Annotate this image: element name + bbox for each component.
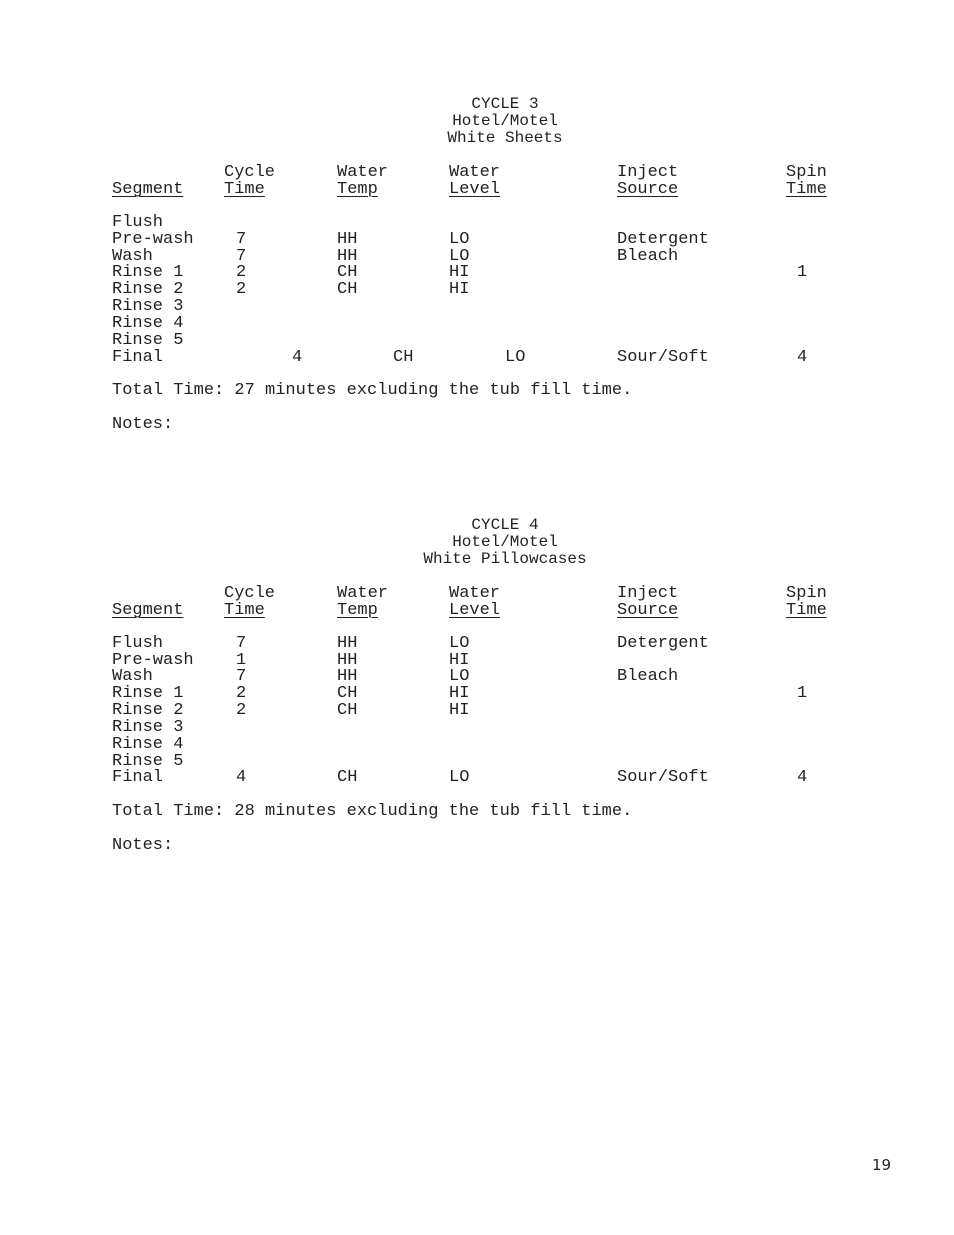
cell-spin: 1 [797,684,808,703]
header-water-temp-top: Water [337,584,389,603]
cell-temp: CH [337,263,358,282]
cell-level: HI [449,684,470,703]
header-water-temp-top: Water [337,163,389,182]
cell-segment: Rinse 3 [112,718,184,737]
cell-segment: Flush [112,213,164,232]
cell-spin: 1 [797,263,808,282]
notes-label: Notes: [112,415,174,434]
cell-time: 2 [236,701,247,720]
cell-level: LO [449,768,470,787]
notes-label: Notes: [112,836,174,855]
cell-temp: HH [337,230,358,249]
cell-segment: Pre-wash [112,651,194,670]
header-water-level: Level [449,601,501,620]
cell-segment: Pre-wash [112,230,194,249]
cell-segment: Wash [112,667,153,686]
header-inject-top: Inject [617,584,679,603]
cell-temp: CH [337,280,358,299]
cell-segment: Rinse 2 [112,701,184,720]
cell-segment: Rinse 4 [112,314,184,333]
header-spin-top: Spin [786,163,827,182]
header-spin-top: Spin [786,584,827,603]
header-water-level-top: Water [449,163,501,182]
cell-temp: CH [393,348,414,367]
cell-time: 7 [236,247,247,266]
header-water-level: Level [449,180,501,199]
cell-temp: HH [337,651,358,670]
cell-inject: Detergent [617,230,709,249]
cell-time: 7 [236,634,247,653]
cell-level: LO [449,667,470,686]
header-cycle-top: Cycle [224,584,276,603]
cell-time: 2 [236,684,247,703]
header-inject-top: Inject [617,163,679,182]
cell-level: HI [449,280,470,299]
cell-segment: Rinse 1 [112,263,184,282]
cell-level: LO [505,348,526,367]
cell-inject: Sour/Soft [617,348,709,367]
cell-time: 4 [236,768,247,787]
header-segment: Segment [112,180,184,199]
cell-level: HI [449,651,470,670]
header-cycle-time: Time [224,180,265,199]
cycle-subtitle: Hotel/Motel [452,112,558,130]
page-number: 19 [872,1156,892,1174]
cycle-4-title-block [0,517,954,568]
cell-segment: Flush [112,634,164,653]
cell-temp: HH [337,247,358,266]
cycle-item: White Sheets [447,129,563,147]
cell-spin: 4 [797,348,808,367]
cell-segment: Rinse 5 [112,331,184,350]
cycle-title: CYCLE 4 [471,516,539,534]
cell-segment: Rinse 5 [112,752,184,771]
cell-time: 7 [236,230,247,249]
cell-level: HI [449,701,470,720]
cell-level: LO [449,230,470,249]
cell-inject: Sour/Soft [617,768,709,787]
header-inject-source: Source [617,180,679,199]
total-time: Total Time: 28 minutes excluding the tub fill time. [112,802,633,821]
cell-segment: Rinse 2 [112,280,184,299]
cell-inject: Bleach [617,667,679,686]
cell-inject: Detergent [617,634,709,653]
cell-spin: 4 [797,768,808,787]
cell-time: 1 [236,651,247,670]
cell-time: 2 [236,263,247,282]
header-water-temp: Temp [337,601,378,620]
cell-segment: Final [112,768,164,787]
cell-time: 4 [292,348,303,367]
header-cycle-top: Cycle [224,163,276,182]
cycle-title: CYCLE 3 [471,95,539,113]
cell-segment: Final [112,348,164,367]
header-cycle-time: Time [224,601,265,620]
cell-level: HI [449,263,470,282]
cell-temp: CH [337,684,358,703]
cell-temp: CH [337,701,358,720]
cell-inject: Bleach [617,247,679,266]
header-inject-source: Source [617,601,679,620]
cell-segment: Rinse 1 [112,684,184,703]
cell-segment: Rinse 4 [112,735,184,754]
cell-time: 2 [236,280,247,299]
header-segment: Segment [112,601,184,620]
cycle-item: White Pillowcases [423,550,587,568]
header-water-temp: Temp [337,180,378,199]
cell-temp: HH [337,667,358,686]
header-water-level-top: Water [449,584,501,603]
cell-level: LO [449,247,470,266]
cycle-3-title-block [0,96,954,147]
header-spin-time: Time [786,601,827,620]
cell-segment: Rinse 3 [112,297,184,316]
cell-segment: Wash [112,247,153,266]
header-spin-time: Time [786,180,827,199]
cell-level: LO [449,634,470,653]
total-time: Total Time: 27 minutes excluding the tub fill time. [112,381,633,400]
cell-temp: CH [337,768,358,787]
cycle-subtitle: Hotel/Motel [452,533,558,551]
cell-time: 7 [236,667,247,686]
cell-temp: HH [337,634,358,653]
